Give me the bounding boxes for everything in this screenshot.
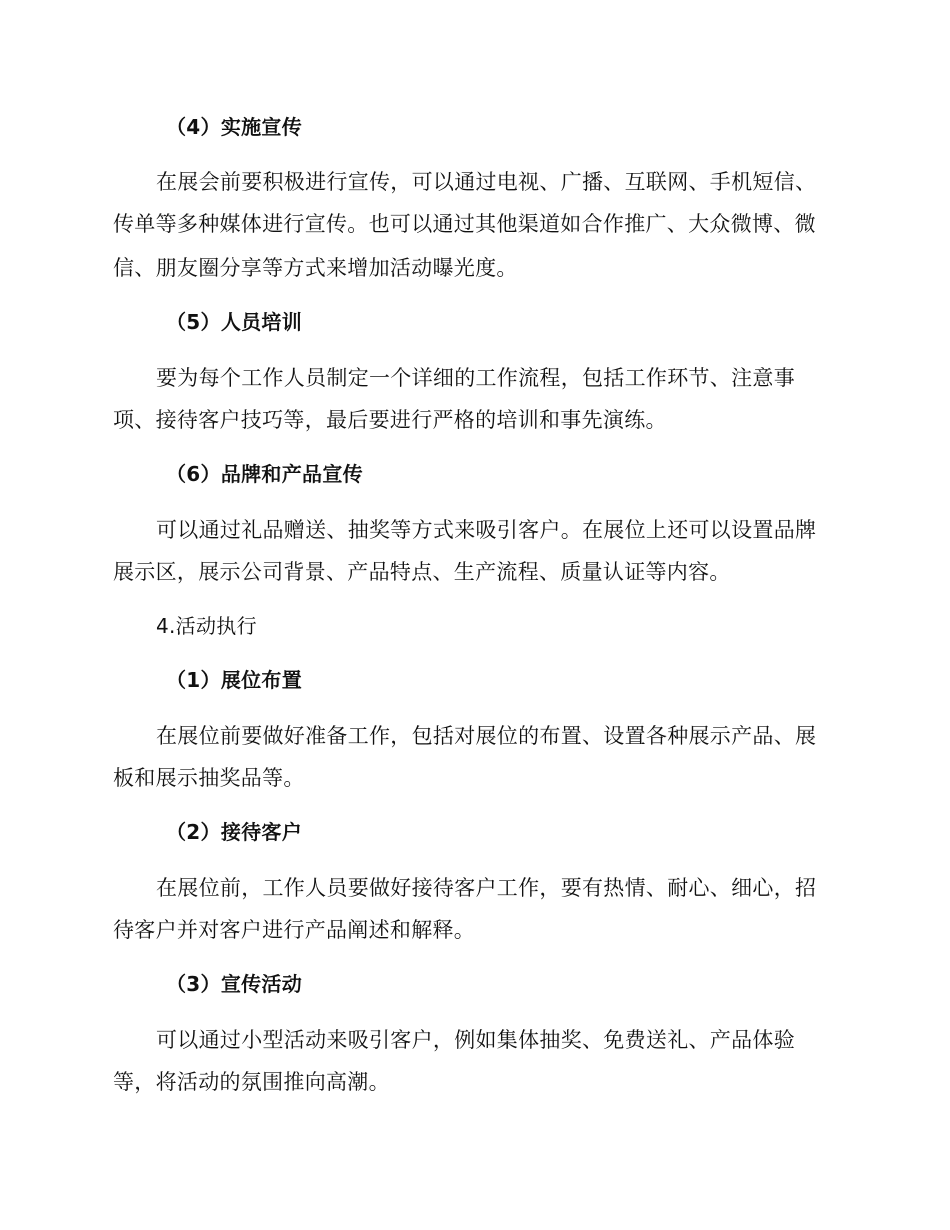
execution-3-paragraph-line-1: 可以通过小型活动来吸引客户，例如集体抽奖、免费送礼、产品体验 — [156, 1028, 795, 1052]
execution-3-title: （3）宣传活动 — [166, 972, 303, 996]
section-4-title: （4）实施宣传 — [166, 115, 303, 139]
section-6-paragraph-line-1: 可以通过礼品赠送、抽奖等方式来吸引客户。在展位上还可以设置品牌 — [156, 518, 817, 542]
execution-1-paragraph-line-1: 在展位前要做好准备工作，包括对展位的布置、设置各种展示产品、展 — [156, 724, 817, 748]
section-5-paragraph-line-2: 项、接待客户技巧等，最后要进行严格的培训和事先演练。 — [113, 408, 667, 432]
section-5-title: （5）人员培训 — [166, 310, 303, 334]
execution-2-title: （2）接待客户 — [166, 820, 303, 844]
heading-activity-execution: 4.活动执行 — [156, 614, 257, 638]
section-5-paragraph-line-1: 要为每个工作人员制定一个详细的工作流程，包括工作环节、注意事 — [156, 366, 795, 390]
section-6-paragraph-line-2: 展示区，展示公司背景、产品特点、生产流程、质量认证等内容。 — [113, 560, 731, 584]
section-4-paragraph-line-1: 在展会前要积极进行宣传，可以通过电视、广播、互联网、手机短信、 — [156, 170, 817, 194]
execution-2-paragraph-line-2: 待客户并对客户进行产品阐述和解释。 — [113, 918, 476, 942]
section-6-title: （6）品牌和产品宣传 — [166, 462, 363, 486]
section-4-paragraph-line-3: 信、朋友圈分享等方式来增加活动曝光度。 — [113, 256, 518, 280]
execution-1-paragraph-line-2: 板和展示抽奖品等。 — [113, 766, 305, 790]
section-4-paragraph-line-2: 传单等多种媒体进行宣传。也可以通过其他渠道如合作推广、大众微博、微 — [113, 212, 816, 236]
execution-2-paragraph-line-1: 在展位前，工作人员要做好接待客户工作，要有热情、耐心、细心，招 — [156, 876, 817, 900]
execution-1-title: （1）展位布置 — [166, 668, 303, 692]
execution-3-paragraph-line-2: 等，将活动的氛围推向高潮。 — [113, 1070, 390, 1094]
